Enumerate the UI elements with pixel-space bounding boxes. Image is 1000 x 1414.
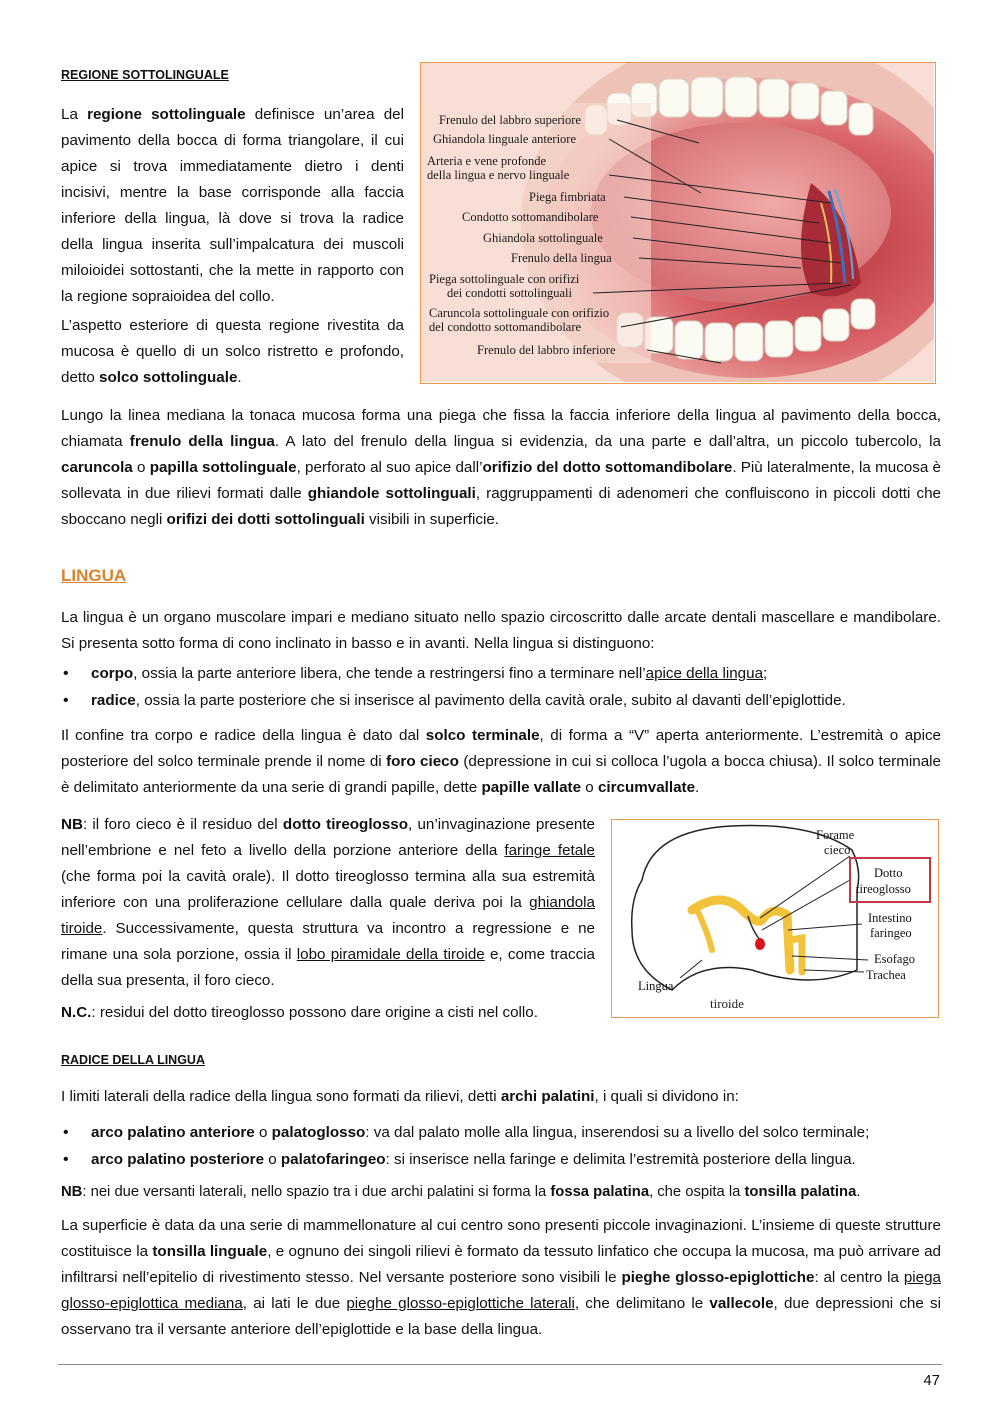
mouth-label-condotto-sottomandibolare: Condotto sottomandibolare: [462, 210, 599, 224]
para-sottolinguale-2: L’aspetto esteriore di questa regione rivestita da mucosa è quello di un solco ristretto e profondo, detto solco sottolinguale.: [61, 317, 404, 386]
list-item-corpo: • corpo, ossia la parte anteriore libera, che tende a restringersi fino a terminare nell’apice della lingua;: [61, 660, 941, 687]
para-lingua-intro: La lingua è un organo muscolare impari e mediano situato nello spazio circoscritto dalle arcate dentali mascellare e mandibolare. Si presenta sotto forma di cono inclinato in basso e in avanti. Nella lingua si distinguono:: [61, 609, 941, 652]
figure-mouth-sublingual: [420, 62, 936, 384]
embryo-label-lingua: Lingua: [638, 979, 674, 993]
mouth-label-piega-sottolinguale-1: Piega sottolinguale con orifizi: [429, 272, 580, 286]
page-number: 47: [923, 1372, 940, 1389]
para-nb-fossa-palatina: NB: nei due versanti laterali, nello spazio tra i due archi palatini si forma la fossa palatina, che ospita la tonsilla palatina.: [61, 1184, 861, 1200]
section-title-lingua: LINGUA: [61, 566, 127, 585]
section-title-radice: RADICE DELLA LINGUA: [61, 1053, 205, 1067]
embryo-label-dotto: Dotto: [874, 866, 903, 880]
mouth-label-piega-fimbriata: Piega fimbriata: [529, 190, 606, 204]
mouth-label-caruncola-2: del condotto sottomandibolare: [429, 320, 582, 334]
para-superficie: La superficie è data da una serie di mammellonature al cui centro sono presenti piccole invaginazioni. L’insieme di queste strutture costituisce la tonsilla linguale, e ognuno dei singoli rilievi è formato da tessuto linfatico che occupa la mucosa, ma può arrivare ad infiltrarsi nell’epitelio di rivestimento stesso. Nel versante posteriore sono visibili le pieghe glosso-epiglottiche: al centro la piega glosso-epiglottica mediana, ai lati le due pieghe glosso-epiglottiche laterali, che delimitano le vallecole, due depressioni che si osservano tra il versante anteriore dell’epiglottide e la base della lingua.: [61, 1217, 941, 1338]
embryo-label-tiroide: tiroide: [710, 996, 744, 1011]
footer-divider: [58, 1364, 942, 1365]
para-nc: N.C.: residui del dotto tireoglosso possono dare origine a cisti nel collo.: [61, 1004, 538, 1021]
mouth-label-arteria-1: Arteria e vene profonde: [427, 154, 547, 168]
embryo-label-tireoglosso: tireoglosso: [856, 882, 911, 896]
embryo-label-intestino: Intestino: [868, 911, 912, 925]
mouth-label-piega-sottolinguale-2: dei condotti sottolinguali: [447, 286, 572, 300]
embryo-label-faringeo: faringeo: [870, 926, 912, 940]
list-item-arco-posteriore: • arco palatino posteriore o palatofaringeo: si inserisce nella faringe e delimita l’estremità posteriore della lingua.: [61, 1146, 941, 1173]
embryo-label-cieco: cieco: [824, 843, 851, 857]
mouth-label-caruncola-1: Caruncola sottolinguale con orifizio: [429, 306, 610, 320]
list-item-radice: • radice, ossia la parte posteriore che si inserisce al pavimento della cavità orale, subito al davanti dell’epiglottide.: [61, 687, 941, 714]
mouth-label-frenulo-lingua: Frenulo della lingua: [511, 251, 612, 265]
mouth-label-frenulo-labbro-sup: Frenulo del labbro superiore: [439, 113, 581, 127]
mouth-label-ghiandola-linguale-ant: Ghiandola linguale anteriore: [433, 132, 576, 146]
section-title-sottolinguale: REGIONE SOTTOLINGUALE: [61, 68, 229, 82]
embryo-label-forame: Forame: [816, 828, 855, 842]
thyroid-primordium: [755, 938, 765, 950]
para-nb-foro-cieco: NB: il foro cieco è il residuo del dotto tireoglosso, un’invaginazione presente nell’embrione e nel feto a livello della porzione anteriore della faringe fetale (che forma poi la cavità orale). Il dotto tireoglosso termina alla sua estremità inferiore con una proliferazione cellulare dalla quale deriva poi la ghiandola tiroide. Successivamente, questa struttura va incontro a regressione e ne rimane una sola porzione, ossia il lobo piramidale della tiroide e, come traccia della sua presenta, il foro cieco.: [61, 816, 596, 989]
mouth-illustration: [421, 63, 934, 382]
mouth-label-frenulo-labbro-inf: Frenulo del labbro inferiore: [477, 343, 616, 357]
figure-embryo-thyroglossal: [611, 819, 939, 1018]
mouth-label-arteria-2: della lingua e nervo linguale: [427, 168, 570, 182]
para-frenulo: Lungo la linea mediana la tonaca mucosa forma una piega che fissa la faccia inferiore della lingua al pavimento della bocca, chiamata frenulo della lingua. A lato del frenulo della lingua si evidenzia, da una parte e dall’altra, un piccolo tubercolo, la caruncola o papilla sottolinguale, perforato al suo apice dall’orifizio del dotto sottomandibolare. Più lateralmente, la mucosa è sollevata in due rilievi formati dalle ghiandole sottolinguali, raggruppamenti di adenomeri che confluiscono in piccoli dotti che sboccano negli orifizi dei dotti sottolinguali visibili in superficie.: [61, 407, 941, 528]
mouth-label-ghiandola-sottolinguale: Ghiandola sottolinguale: [483, 231, 603, 245]
embryo-label-esofago: Esofago: [874, 952, 915, 966]
para-confine: Il confine tra corpo e radice della lingua è dato dal solco terminale, di forma a “V” aperta anteriormente. L’estremità o apice posteriore del solco terminale prende il nome di foro cieco (depressione in cui si colloca l’ugola a bocca chiusa). Il solco terminale è delimitato anteriormente da una serie di grandi papille, dette papille vallate o circumvallate.: [61, 727, 942, 796]
para-radice-intro: I limiti laterali della radice della lingua sono formati da rilievi, detti archi palatini, i quali si dividono in:: [61, 1088, 739, 1105]
list-lingua-parts: [61, 660, 941, 714]
para-sottolinguale-1: La regione sottolinguale definisce un’area del pavimento della bocca di forma triangolare, il cui apice si trova immediatamente dietro i denti incisivi, mentre la base corrisponde alla faccia inferiore della lingua, là dove si trova la radice della lingua inserita sull’impalcatura dei muscoli miloioidei sottostanti, che la mette in rapporto con la regione sopraioidea del collo.: [61, 106, 404, 305]
list-archi-palatini: [61, 1119, 941, 1173]
list-item-arco-anteriore: • arco palatino anteriore o palatoglosso: va dal palato molle alla lingua, inserendosi su a livello del solco terminale;: [61, 1119, 941, 1146]
embryo-illustration: [612, 820, 937, 1016]
embryo-label-trachea: Trachea: [866, 968, 906, 982]
